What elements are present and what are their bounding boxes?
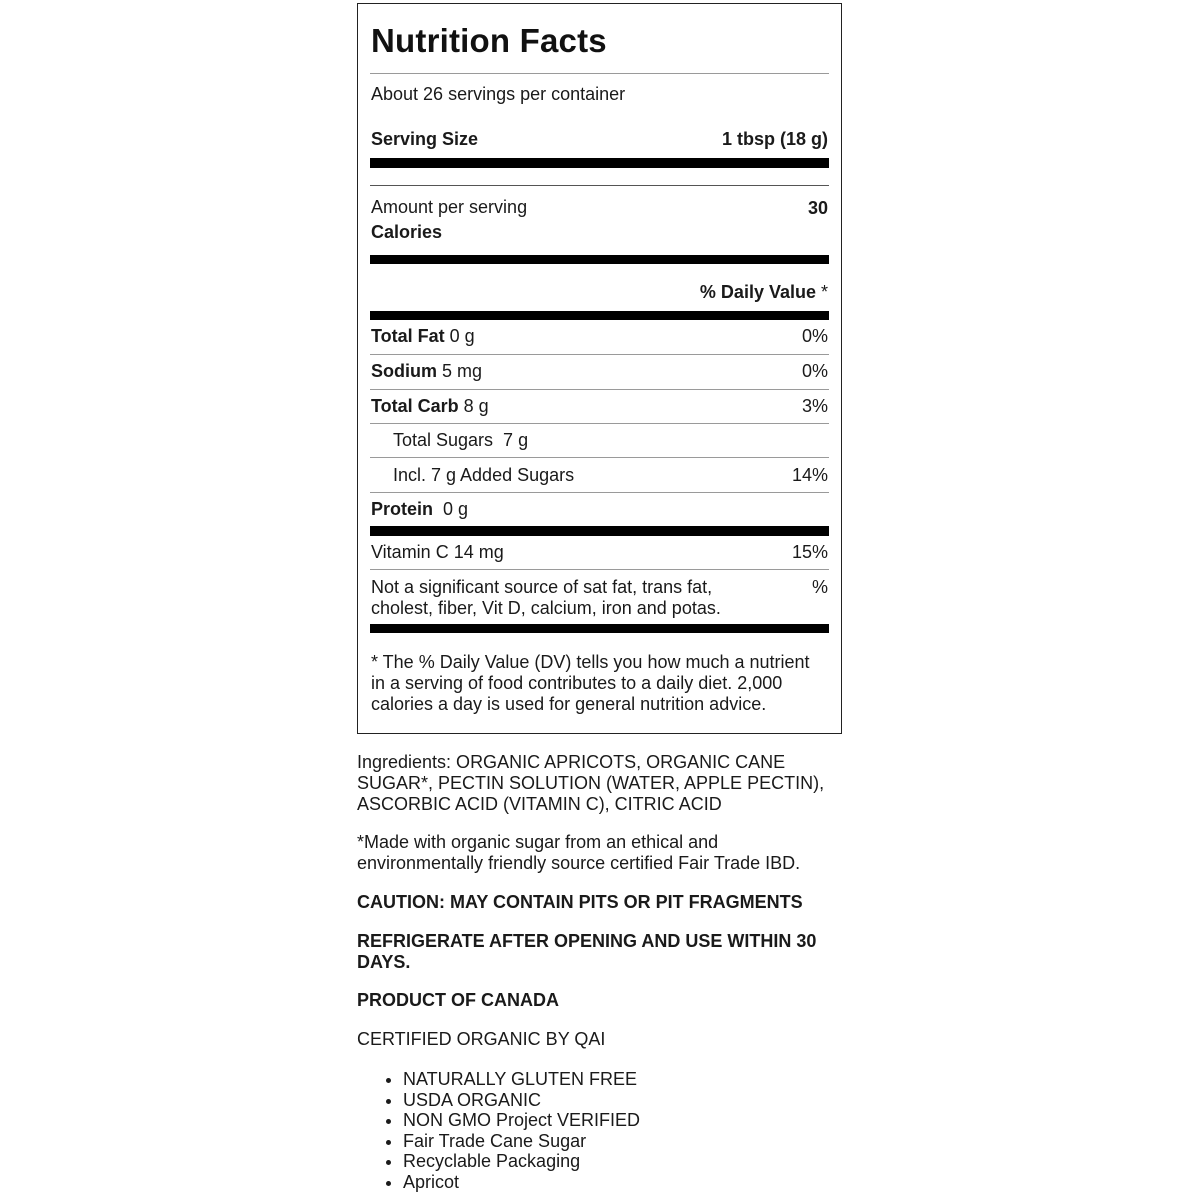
- divider: [370, 457, 829, 458]
- daily-value-header: [700, 282, 828, 303]
- footnote-line-3: calories a day is used for general nutrition advice.: [371, 694, 767, 714]
- nutrient-amount: 0 g: [433, 499, 469, 519]
- divider: [370, 492, 829, 493]
- not-significant-dv: %: [811, 577, 828, 597]
- nutrient-row-protein: [371, 499, 468, 520]
- organic-note-line-2: environmentally friendly source certified Fair Trade IBD.: [357, 853, 801, 873]
- ingredients-line-3: ASCORBIC ACID (VITAMIN C), CITRIC ACID: [357, 794, 722, 814]
- vitamin-c-dv: 15%: [791, 542, 828, 562]
- ingredients-line-1: Ingredients: ORGANIC APRICOTS, ORGANIC CANE: [357, 752, 786, 772]
- thick-divider: [370, 311, 829, 320]
- vitamin-c-row: Vitamin C 14 mg: [371, 542, 504, 562]
- ingredients-line-2: SUGAR*, PECTIN SOLUTION (WATER, APPLE PECTIN),: [357, 773, 825, 793]
- caution-text: CAUTION: MAY CONTAIN PITS OR PIT FRAGMENTS: [357, 892, 803, 912]
- nutrient-name: Total Fat: [371, 326, 445, 346]
- label-title: Nutrition Facts: [371, 22, 607, 59]
- footnote-line-1: * The % Daily Value (DV) tells you how much a nutrient: [371, 652, 810, 672]
- nutrient-dv: 0%: [801, 326, 828, 346]
- nutrient-name: Total Carb: [371, 396, 459, 416]
- nutrient-name: Protein: [371, 499, 434, 519]
- thick-divider: [370, 624, 829, 633]
- nutrient-amount: 0 g: [444, 326, 475, 346]
- nutrition-facts-label: [357, 3, 842, 734]
- nutrient-amount: 5 mg: [437, 361, 483, 381]
- nutrient-dv: 0%: [801, 361, 828, 381]
- nutrient-name: Sodium: [371, 361, 437, 381]
- nutrient-row-total-fat: [371, 326, 475, 347]
- serving-size-value: 1 tbsp (18 g): [721, 129, 828, 149]
- nutrient-row-added-sugars: Incl. 7 g Added Sugars: [393, 465, 575, 485]
- daily-value-header-text: % Daily Value: [699, 282, 816, 302]
- serving-size-label: Serving Size: [371, 129, 479, 149]
- divider: [370, 354, 829, 355]
- refrigerate-text: [357, 931, 847, 973]
- organic-note-line-1: *Made with organic sugar from an ethical and: [357, 832, 719, 852]
- features-list: [357, 1069, 893, 1193]
- not-significant-line-1: Not a significant source of sat fat, trans fat,: [371, 577, 713, 597]
- divider: [370, 569, 829, 570]
- divider: [370, 185, 829, 186]
- calories-value: 30: [807, 198, 828, 218]
- list-item: • Recyclable Packaging: [403, 1151, 893, 1172]
- list-item: • Apricot: [403, 1172, 893, 1193]
- thick-divider: [370, 526, 829, 536]
- nutrient-dv: 14%: [791, 465, 828, 485]
- certified-text: CERTIFIED ORGANIC BY QAI: [357, 1029, 606, 1049]
- footnote-line-2: in a serving of food contributes to a daily diet. 2,000: [371, 673, 783, 693]
- organic-note: [357, 832, 847, 874]
- divider: [370, 73, 829, 74]
- nutrient-row-total-sugars: Total Sugars 7 g: [393, 430, 529, 450]
- list-item: • NATURALLY GLUTEN FREE: [403, 1069, 893, 1090]
- calories-label: Calories: [371, 222, 443, 242]
- divider: [370, 423, 829, 424]
- list-item: • USDA ORGANIC: [403, 1090, 893, 1111]
- refrigerate-line-2: DAYS.: [357, 952, 411, 972]
- daily-value-asterisk: *: [815, 282, 828, 302]
- nutrient-amount: 8 g: [458, 396, 489, 416]
- thick-divider: [370, 158, 829, 168]
- thick-divider: [370, 255, 829, 264]
- divider: [370, 389, 829, 390]
- refrigerate-line-1: REFRIGERATE AFTER OPENING AND USE WITHIN 30: [357, 931, 817, 951]
- ingredients: [357, 752, 847, 815]
- not-significant-line-2: cholest, fiber, Vit D, calcium, iron and potas.: [371, 598, 721, 618]
- servings-per-container: About 26 servings per container: [371, 84, 626, 104]
- nutrient-dv: 3%: [801, 396, 828, 416]
- list-item: • Fair Trade Cane Sugar: [403, 1131, 893, 1152]
- list-item: • NON GMO Project VERIFIED: [403, 1110, 893, 1131]
- amount-per-serving: Amount per serving: [371, 197, 528, 217]
- nutrient-row-sodium: [371, 361, 482, 382]
- nutrient-row-total-carb: [371, 396, 489, 417]
- origin-text: PRODUCT OF CANADA: [357, 990, 559, 1010]
